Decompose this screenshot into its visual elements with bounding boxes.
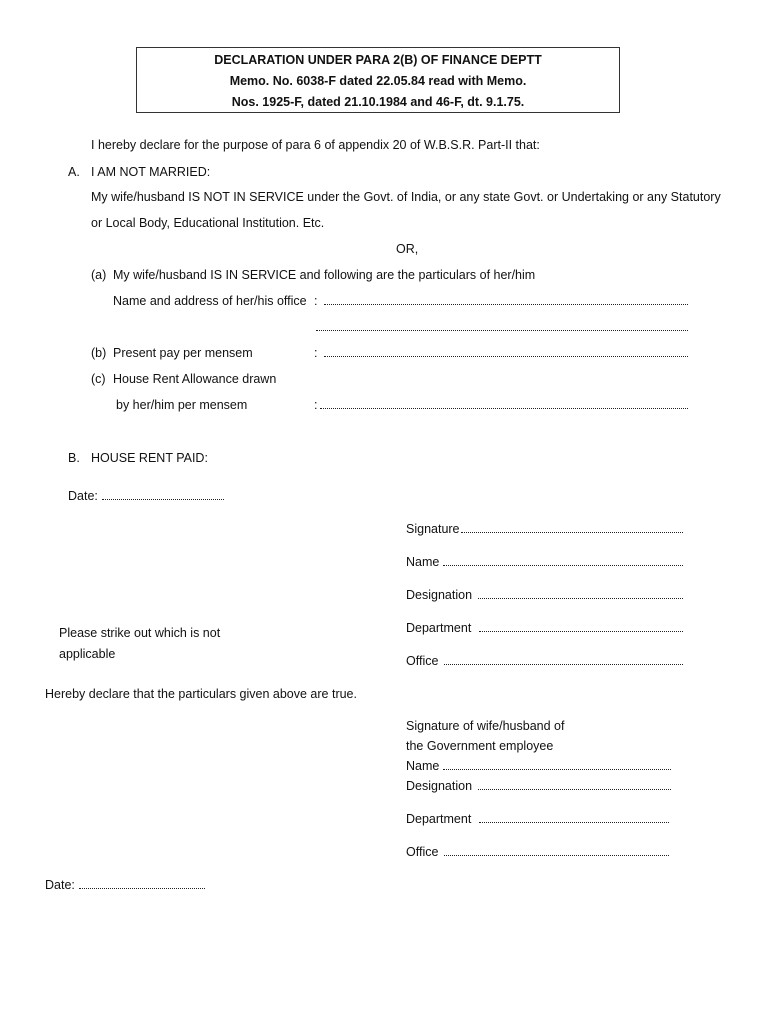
item-b-text: Present pay per mensem: [113, 346, 253, 360]
item-a-text: My wife/husband IS IN SERVICE and following are the particulars of her/him: [113, 268, 536, 282]
office-label-sign: Office: [406, 654, 439, 668]
date-label-2: Date:: [45, 878, 75, 892]
section-a-marker: A.: [68, 165, 80, 179]
pay-colon: :: [314, 346, 318, 360]
hra-colon: :: [314, 398, 318, 412]
department-field[interactable]: [479, 620, 683, 632]
section-b-heading: HOUSE RENT PAID:: [91, 451, 208, 465]
header-memo-line: Memo. No. 6038-F dated 22.05.84 read with Memo.: [229, 74, 527, 88]
spouse-signature-title-1: Signature of wife/husband of: [406, 719, 565, 733]
spouse-name-label: Name: [406, 759, 440, 773]
spouse-department-label: Department: [406, 812, 472, 826]
date-field-2[interactable]: [79, 877, 205, 889]
spouse-office-label: Office: [406, 845, 439, 859]
spouse-designation-field[interactable]: [478, 778, 671, 790]
spouse-designation-label: Designation: [406, 779, 473, 793]
or-separator: OR,: [396, 242, 419, 256]
office-colon: :: [314, 294, 318, 308]
designation-field[interactable]: [478, 587, 683, 599]
office-label: Name and address of her/his office: [113, 294, 307, 308]
present-pay-field[interactable]: [324, 345, 688, 357]
name-label: Name: [406, 555, 440, 569]
office-address-field-1[interactable]: [324, 293, 688, 305]
section-b-marker: B.: [68, 451, 80, 465]
signature-label: Signature: [406, 522, 460, 536]
name-field[interactable]: [443, 554, 683, 566]
item-c-text-1: House Rent Allowance drawn: [113, 372, 277, 386]
office-address-field-2[interactable]: [316, 319, 688, 331]
office-field[interactable]: [444, 653, 683, 665]
date-label: Date:: [68, 489, 98, 503]
designation-label: Designation: [406, 588, 473, 602]
spouse-signature-title-2: the Government employee: [406, 739, 554, 753]
item-a-marker: (a): [91, 268, 107, 282]
intro-text: I hereby declare for the purpose of para 6 of appendix 20 of W.B.S.R. Part-II that:: [91, 138, 540, 152]
spouse-office-field[interactable]: [444, 844, 669, 856]
not-in-service-line-2: or Local Body, Educational Institution. Etc.: [91, 216, 325, 230]
section-a-heading: I AM NOT MARRIED:: [91, 165, 211, 179]
declaration-text: Hereby declare that the particulars given above are true.: [45, 687, 357, 701]
spouse-department-field[interactable]: [479, 811, 669, 823]
signature-field[interactable]: [461, 521, 683, 533]
date-field[interactable]: [102, 488, 224, 500]
not-in-service-line-1: My wife/husband IS NOT IN SERVICE under the Govt. of India, or any state Govt. or Undertaking or any Statutory: [91, 190, 721, 204]
header-memo-ref-line: Nos. 1925-F, dated 21.10.1984 and 46-F, dt. 9.1.75.: [231, 95, 525, 109]
item-b-marker: (b): [91, 346, 107, 360]
item-c-marker: (c): [91, 372, 106, 386]
strike-out-note-line-1: Please strike out which is not: [59, 626, 221, 640]
strike-out-note-line-2: applicable: [59, 647, 116, 661]
department-label: Department: [406, 621, 472, 635]
item-c-text-2: by her/him per mensem: [116, 398, 248, 412]
spouse-name-field[interactable]: [443, 758, 671, 770]
header-box: [136, 47, 620, 113]
hra-field[interactable]: [320, 397, 688, 409]
header-title: DECLARATION UNDER PARA 2(B) OF FINANCE DEPTT: [214, 53, 542, 67]
